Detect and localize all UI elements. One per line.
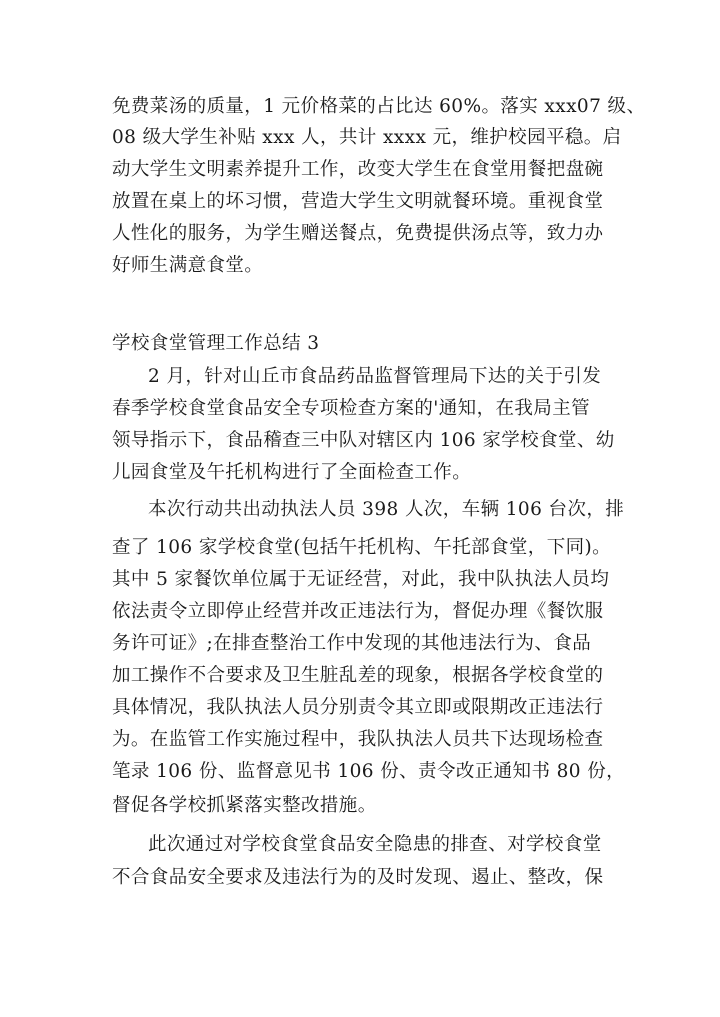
paragraph-line: 儿园食堂及午托机构进行了全面检查工作。: [112, 462, 472, 483]
paragraph-line: 查了 106 家学校食堂(包括午托机构、午托部食堂，下同)。: [112, 537, 612, 558]
paragraph-line: 领导指示下，食品稽查三中队对辖区内 106 家学校食堂、幼: [112, 430, 615, 451]
paragraph-line: 人性化的服务，为学生赠送餐点，免费提供汤点等，致力办: [112, 223, 604, 244]
paragraph-line: 好师生满意食堂。: [112, 255, 264, 276]
paragraph-line: 春季学校食堂食品安全专项检查方案的'通知，在我局主管: [112, 398, 590, 419]
paragraph-line: 2 月，针对山丘市食品药品监督管理局下达的关于引发: [148, 366, 602, 387]
paragraph-line: 具体情况，我队执法人员分别责令其立即或限期改正违法行: [112, 697, 604, 718]
paragraph-line: 08 级大学生补贴 xxx 人，共计 xxxx 元，维护校园平稳。启: [112, 127, 622, 148]
paragraph-line: 动大学生文明素养提升工作，改变大学生在食堂用餐把盘碗: [112, 159, 604, 180]
paragraph-line: 务许可证》;在排查整治工作中发现的其他违法行为、食品: [112, 633, 592, 654]
paragraph-line: 督促各学校抓紧落实整改措施。: [112, 795, 377, 816]
paragraph-line: 不合食品安全要求及违法行为的及时发现、遏止、整改，保: [112, 867, 604, 888]
paragraph-line: 免费菜汤的质量，1 元价格菜的占比达 60%。落实 xxx07 级、: [112, 96, 646, 117]
paragraph-line: 其中 5 家餐饮单位属于无证经营，对此，我中队执法人员均: [112, 569, 610, 590]
paragraph-line: 笔录 106 份、监督意见书 106 份、责令改正通知书 80 份，: [112, 761, 626, 782]
paragraph-line: 本次行动共出动执法人员 398 人次，车辆 106 台次，排: [148, 499, 625, 520]
paragraph-line: 此次通过对学校食堂食品安全隐患的排查、对学校食堂: [148, 834, 602, 855]
paragraph-line: 放置在桌上的坏习惯，营造大学生文明就餐环境。重视食堂: [112, 191, 604, 212]
paragraph-line: 为。在监管工作实施过程中，我队执法人员共下达现场检查: [112, 729, 604, 750]
section-heading: 学校食堂管理工作总结 3: [112, 333, 320, 354]
paragraph-line: 依法责令立即停止经营并改正违法行为，督促办理《餐饮服: [112, 601, 604, 622]
paragraph-line: 加工操作不合要求及卫生脏乱差的现象，根据各学校食堂的: [112, 665, 604, 686]
